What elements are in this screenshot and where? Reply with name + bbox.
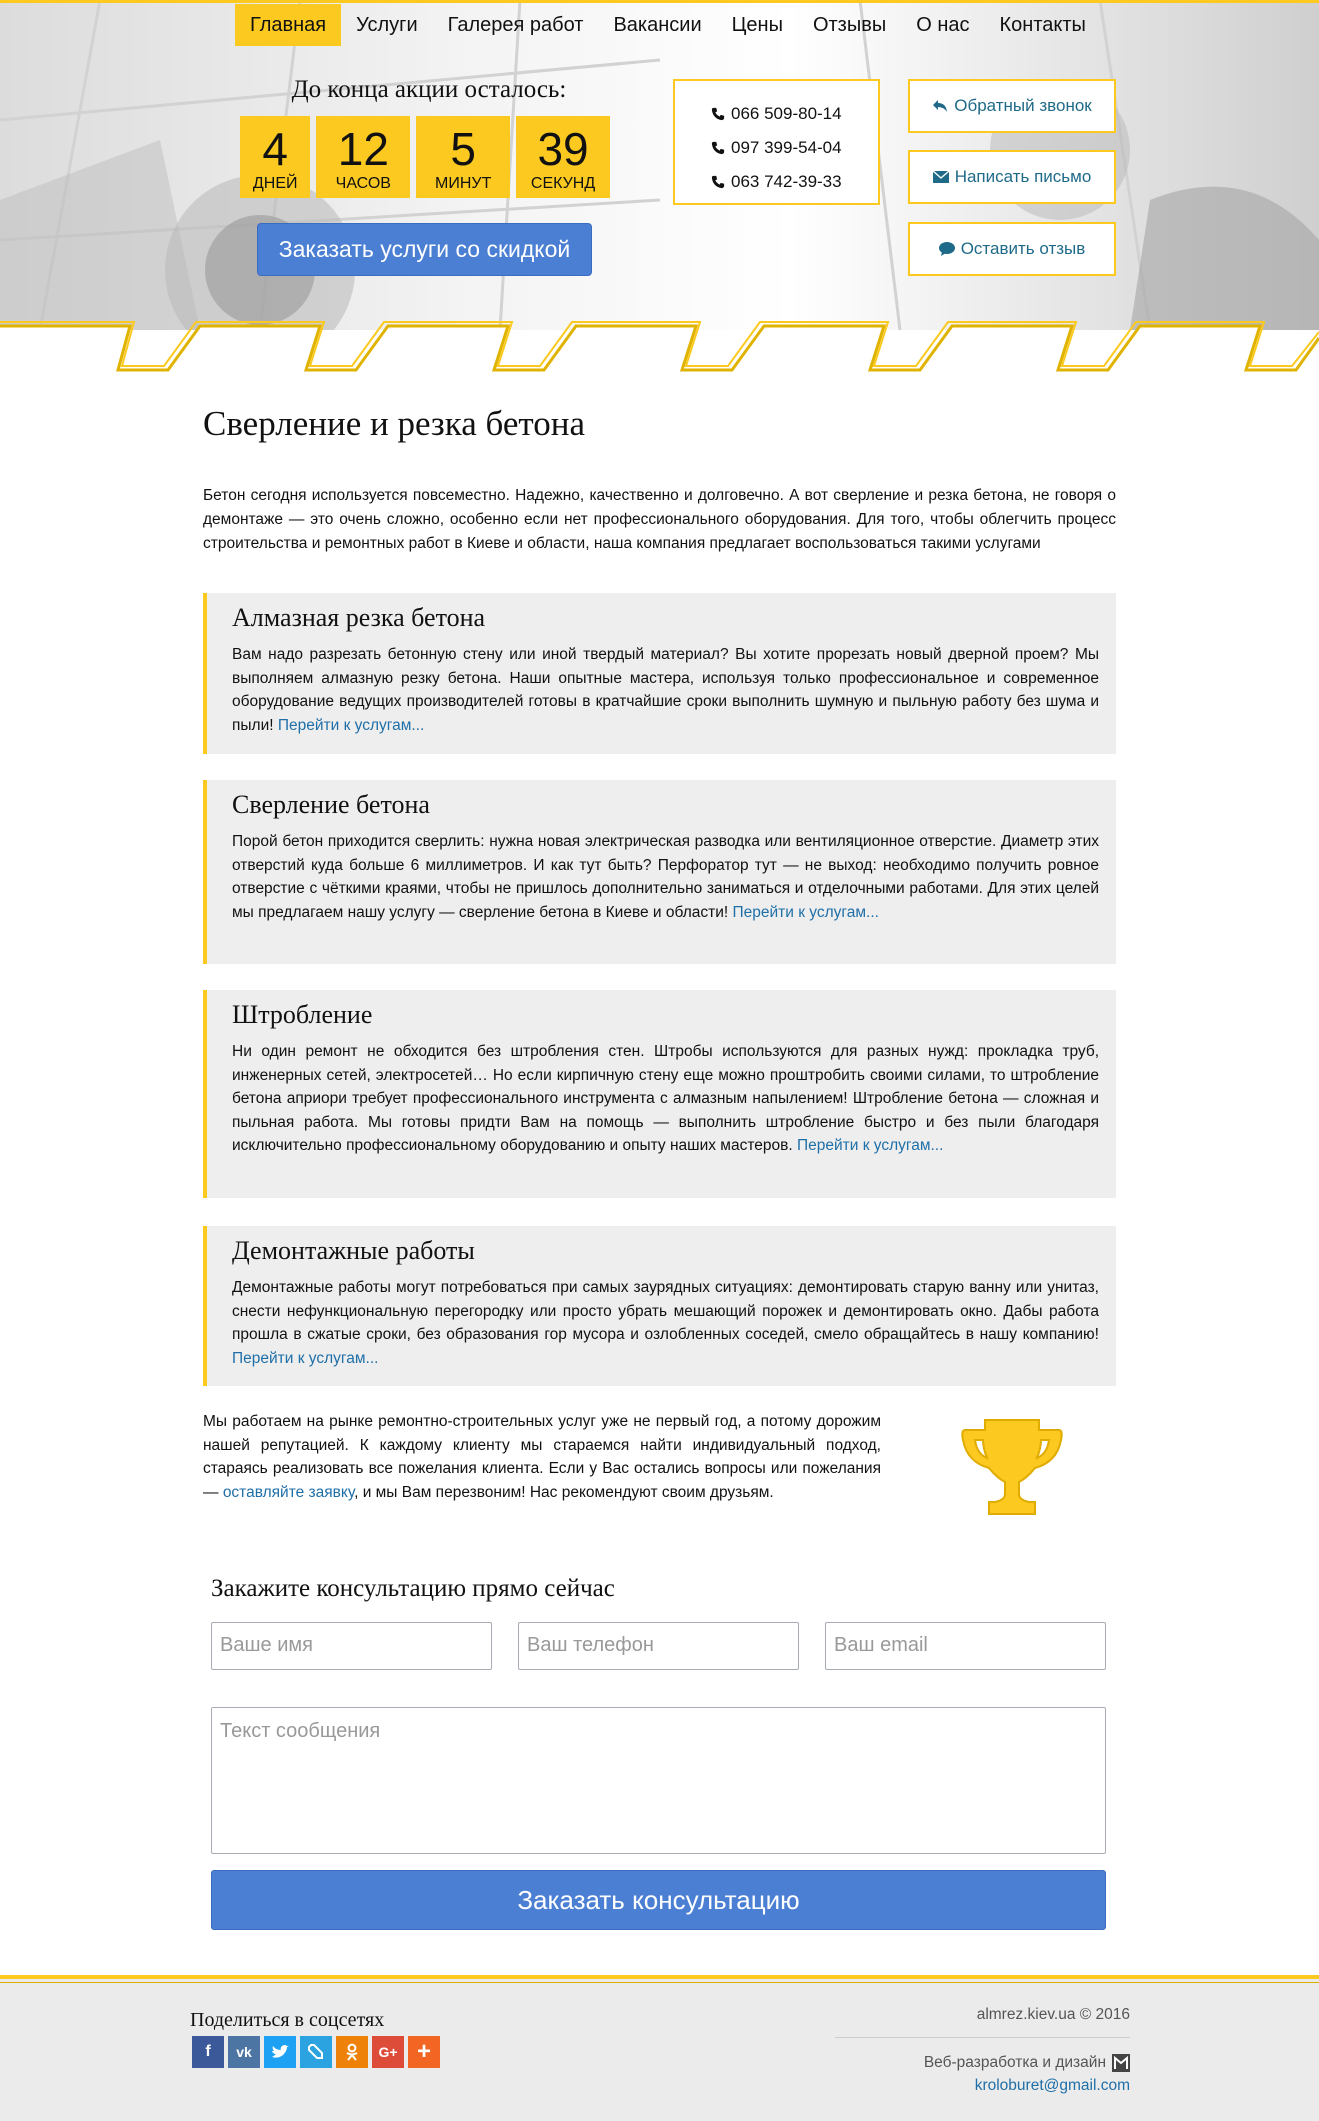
services-link[interactable]: Перейти к услугам... bbox=[732, 903, 879, 921]
callback-label: Обратный звонок bbox=[954, 96, 1092, 115]
days-label: ДНЕЙ bbox=[252, 175, 298, 192]
services-link[interactable]: Перейти к услугам... bbox=[232, 1349, 379, 1367]
social-share-buttons bbox=[192, 2036, 440, 2068]
section-title: Демонтажные работы bbox=[232, 1236, 475, 1265]
minutes-value: 5 bbox=[450, 123, 476, 175]
section-text: Порой бетон приходится сверлить: нужна новая электрическая разводка или вентиляционное отверстие. Диаметр этих отверстий куда больше 6 миллиметров. И как тут быть? Перфоратор тут — не выход: необходимо получить ровное отверстие с чёткими краями, чтобы не пришлось дополнительно заниматься и отделочными работами. Для этих целей мы предлагаем нашу услугу — сверление бетона в Киеве и области! Перейти к услугам... bbox=[232, 833, 1099, 921]
envelope-icon bbox=[933, 171, 949, 183]
developer-credit bbox=[924, 2054, 1130, 2072]
phone-icon bbox=[711, 175, 725, 189]
write-letter-button[interactable] bbox=[908, 150, 1116, 204]
section-demolition bbox=[203, 1226, 1116, 1386]
message-textarea[interactable]: Текст сообщения bbox=[211, 1707, 1106, 1854]
saw-blade-divider bbox=[0, 318, 1319, 382]
share-title: Поделиться в соцсетях bbox=[190, 2009, 385, 2031]
more-share-icon[interactable]: + bbox=[408, 2036, 440, 2068]
section-diamond-cutting bbox=[203, 593, 1116, 754]
hours-label: ЧАСОВ bbox=[335, 175, 391, 192]
comment-icon bbox=[939, 242, 955, 256]
nav-about[interactable]: О нас bbox=[916, 14, 970, 36]
callback-button[interactable] bbox=[908, 79, 1116, 133]
intro-text: Бетон сегодня используется повсеместно. Надежно, качественно и долговечно. А вот сверление и резка бетона, не говоря о демонтаже — это очень сложно, особенно если нет профессионального оборудования. Для того, чтобы облегчить процесс строительства и ремонтных работ в Киеве и области, наша компания предлагает воспользоваться такими услугами bbox=[203, 487, 1116, 552]
email-input[interactable]: Ваш email bbox=[825, 1622, 1106, 1670]
section-title: Алмазная резка бетона bbox=[232, 603, 486, 632]
nav-vacancies[interactable]: Вакансии bbox=[613, 14, 702, 36]
seconds-value: 39 bbox=[537, 123, 589, 175]
days-value: 4 bbox=[262, 123, 288, 175]
section-drilling bbox=[203, 780, 1116, 964]
livejournal-icon[interactable] bbox=[300, 2036, 332, 2068]
section-text: Вам надо разрезать бетонную стену или иной твердый материал? Вы хотите прорезать новый дверной проем? Мы выполняем алмазную резку бетона. Наши опытные мастера, используя только профессиональное и современное оборудование ведущих производителей готовы в кратчайшие сроки выполнить шумную и пыльную работу без шума и пыли! Перейти к услугам... bbox=[232, 646, 1099, 734]
minutes-label: МИНУТ bbox=[435, 175, 492, 192]
bird-glyph bbox=[271, 2045, 289, 2060]
developer-label: Веб-разработка и дизайн bbox=[923, 2054, 1106, 2071]
main-content bbox=[203, 400, 1116, 1915]
phone-number: 063 742-39-33 bbox=[731, 172, 842, 191]
pencil-glyph bbox=[308, 2044, 324, 2060]
phone-input[interactable]: Ваш телефон bbox=[518, 1622, 799, 1670]
main-nav bbox=[235, 4, 1101, 46]
seconds-label: СЕКУНД bbox=[530, 175, 596, 192]
header bbox=[0, 0, 1319, 382]
countdown-days bbox=[240, 116, 310, 198]
nav-reviews[interactable]: Отзывы bbox=[812, 14, 887, 36]
leave-request-link[interactable]: оставляйте заявку bbox=[222, 1483, 355, 1501]
nav-services[interactable]: Услуги bbox=[356, 14, 418, 36]
phone-1[interactable] bbox=[711, 97, 878, 131]
nav-prices[interactable]: Цены bbox=[731, 14, 783, 36]
nav-contacts[interactable]: Контакты bbox=[999, 14, 1086, 36]
nav-gallery[interactable]: Галерея работ bbox=[447, 14, 584, 36]
reply-icon bbox=[932, 99, 948, 113]
section-chasing bbox=[203, 990, 1116, 1198]
ok-glyph bbox=[345, 2043, 359, 2061]
nav-home[interactable]: Главная bbox=[235, 4, 341, 46]
promo-countdown bbox=[240, 76, 610, 198]
vk-icon[interactable]: vk bbox=[228, 2036, 260, 2068]
copyright: almrez.kiev.ua © 2016 bbox=[976, 2006, 1130, 2023]
section-title: Штробление bbox=[232, 1000, 373, 1029]
consultation-form-title: Закажите консультацию прямо сейчас bbox=[211, 1575, 615, 1602]
countdown-seconds bbox=[516, 116, 610, 198]
developer-logo-icon bbox=[1112, 2054, 1130, 2072]
phone-number: 066 509-80-14 bbox=[731, 104, 842, 123]
countdown-minutes bbox=[416, 116, 510, 198]
phone-box bbox=[673, 79, 880, 205]
footer bbox=[0, 1975, 1319, 2121]
hero-background-image bbox=[0, 0, 1319, 330]
outro-text: Мы работаем на рынке ремонтно-строительных услуг уже не первый год, а потому дорожим нашей репутацией. К каждому клиенту мы стараемся найти индивидуальный подход, стараясь реализовать все пожелания клиента. Если у Вас остались вопросы или пожелания — оставляйте заявку, и мы Вам перезвоним! Нас рекомендуют своим друзьям. bbox=[203, 1413, 881, 1501]
phone-2[interactable] bbox=[711, 131, 878, 165]
section-title: Сверление бетона bbox=[232, 790, 430, 819]
developer-email-link[interactable]: kroloburet@gmail.com bbox=[974, 2077, 1130, 2094]
twitter-icon[interactable] bbox=[264, 2036, 296, 2068]
odnoklassniki-icon[interactable] bbox=[336, 2036, 368, 2068]
services-link[interactable]: Перейти к услугам... bbox=[796, 1137, 944, 1155]
countdown-timer bbox=[240, 116, 610, 198]
page-title: Сверление и резка бетона bbox=[203, 404, 585, 443]
countdown-hours bbox=[316, 116, 410, 198]
trophy-icon bbox=[959, 1416, 1065, 1520]
leave-review-button[interactable] bbox=[908, 222, 1116, 276]
phone-3[interactable] bbox=[711, 165, 878, 199]
google-plus-icon[interactable]: G+ bbox=[372, 2036, 404, 2068]
section-text: Демонтажные работы могут потребоваться при самых заурядных ситуациях: демонтировать старую ванну или унитаз, снести нефункциональную перегородку или просто убрать мешающий порожек и демонтировать окно. Дабы работа прошла в сжатые сроки, без образования гор мусора и озлобленных соседей, смело обращайтесь в нашу компанию! Перейти к услугам... bbox=[232, 1279, 1099, 1367]
facebook-icon[interactable]: f bbox=[192, 2036, 224, 2068]
order-discount-button[interactable]: Заказать услуги со скидкой bbox=[257, 223, 592, 276]
section-text: Ни один ремонт не обходится без штробления стен. Штробы используются для разных нужд: прокладка труб, инженерных сетей, электросетей… Но если кирпичную стену еще можно проштробить своими силами, то штробление бетона априори требует профессионального инструмента с алмазным напылением! Штробление бетона — сложная и пыльная работа. Мы готовы придти Вам на помощь — выполнить штробление быстро и без пыли благодаря исключительно профессиональному оборудованию и опыту наших мастеров. Перейти к услугам... bbox=[232, 1043, 1099, 1155]
hours-value: 12 bbox=[337, 123, 389, 175]
services-link[interactable]: Перейти к услугам... bbox=[277, 716, 425, 734]
phone-number: 097 399-54-04 bbox=[731, 138, 842, 157]
order-consultation-button[interactable]: Заказать консультацию bbox=[211, 1870, 1106, 1930]
phone-icon bbox=[711, 107, 725, 121]
write-letter-label: Написать письмо bbox=[954, 167, 1092, 186]
phone-icon bbox=[711, 141, 725, 155]
leave-review-label: Оставить отзыв bbox=[960, 239, 1086, 258]
countdown-title: До конца акции осталось: bbox=[291, 76, 567, 103]
footer-divider bbox=[835, 2037, 1130, 2038]
footer-accent-line bbox=[0, 1982, 1319, 1983]
name-input[interactable]: Ваше имя bbox=[211, 1622, 492, 1670]
